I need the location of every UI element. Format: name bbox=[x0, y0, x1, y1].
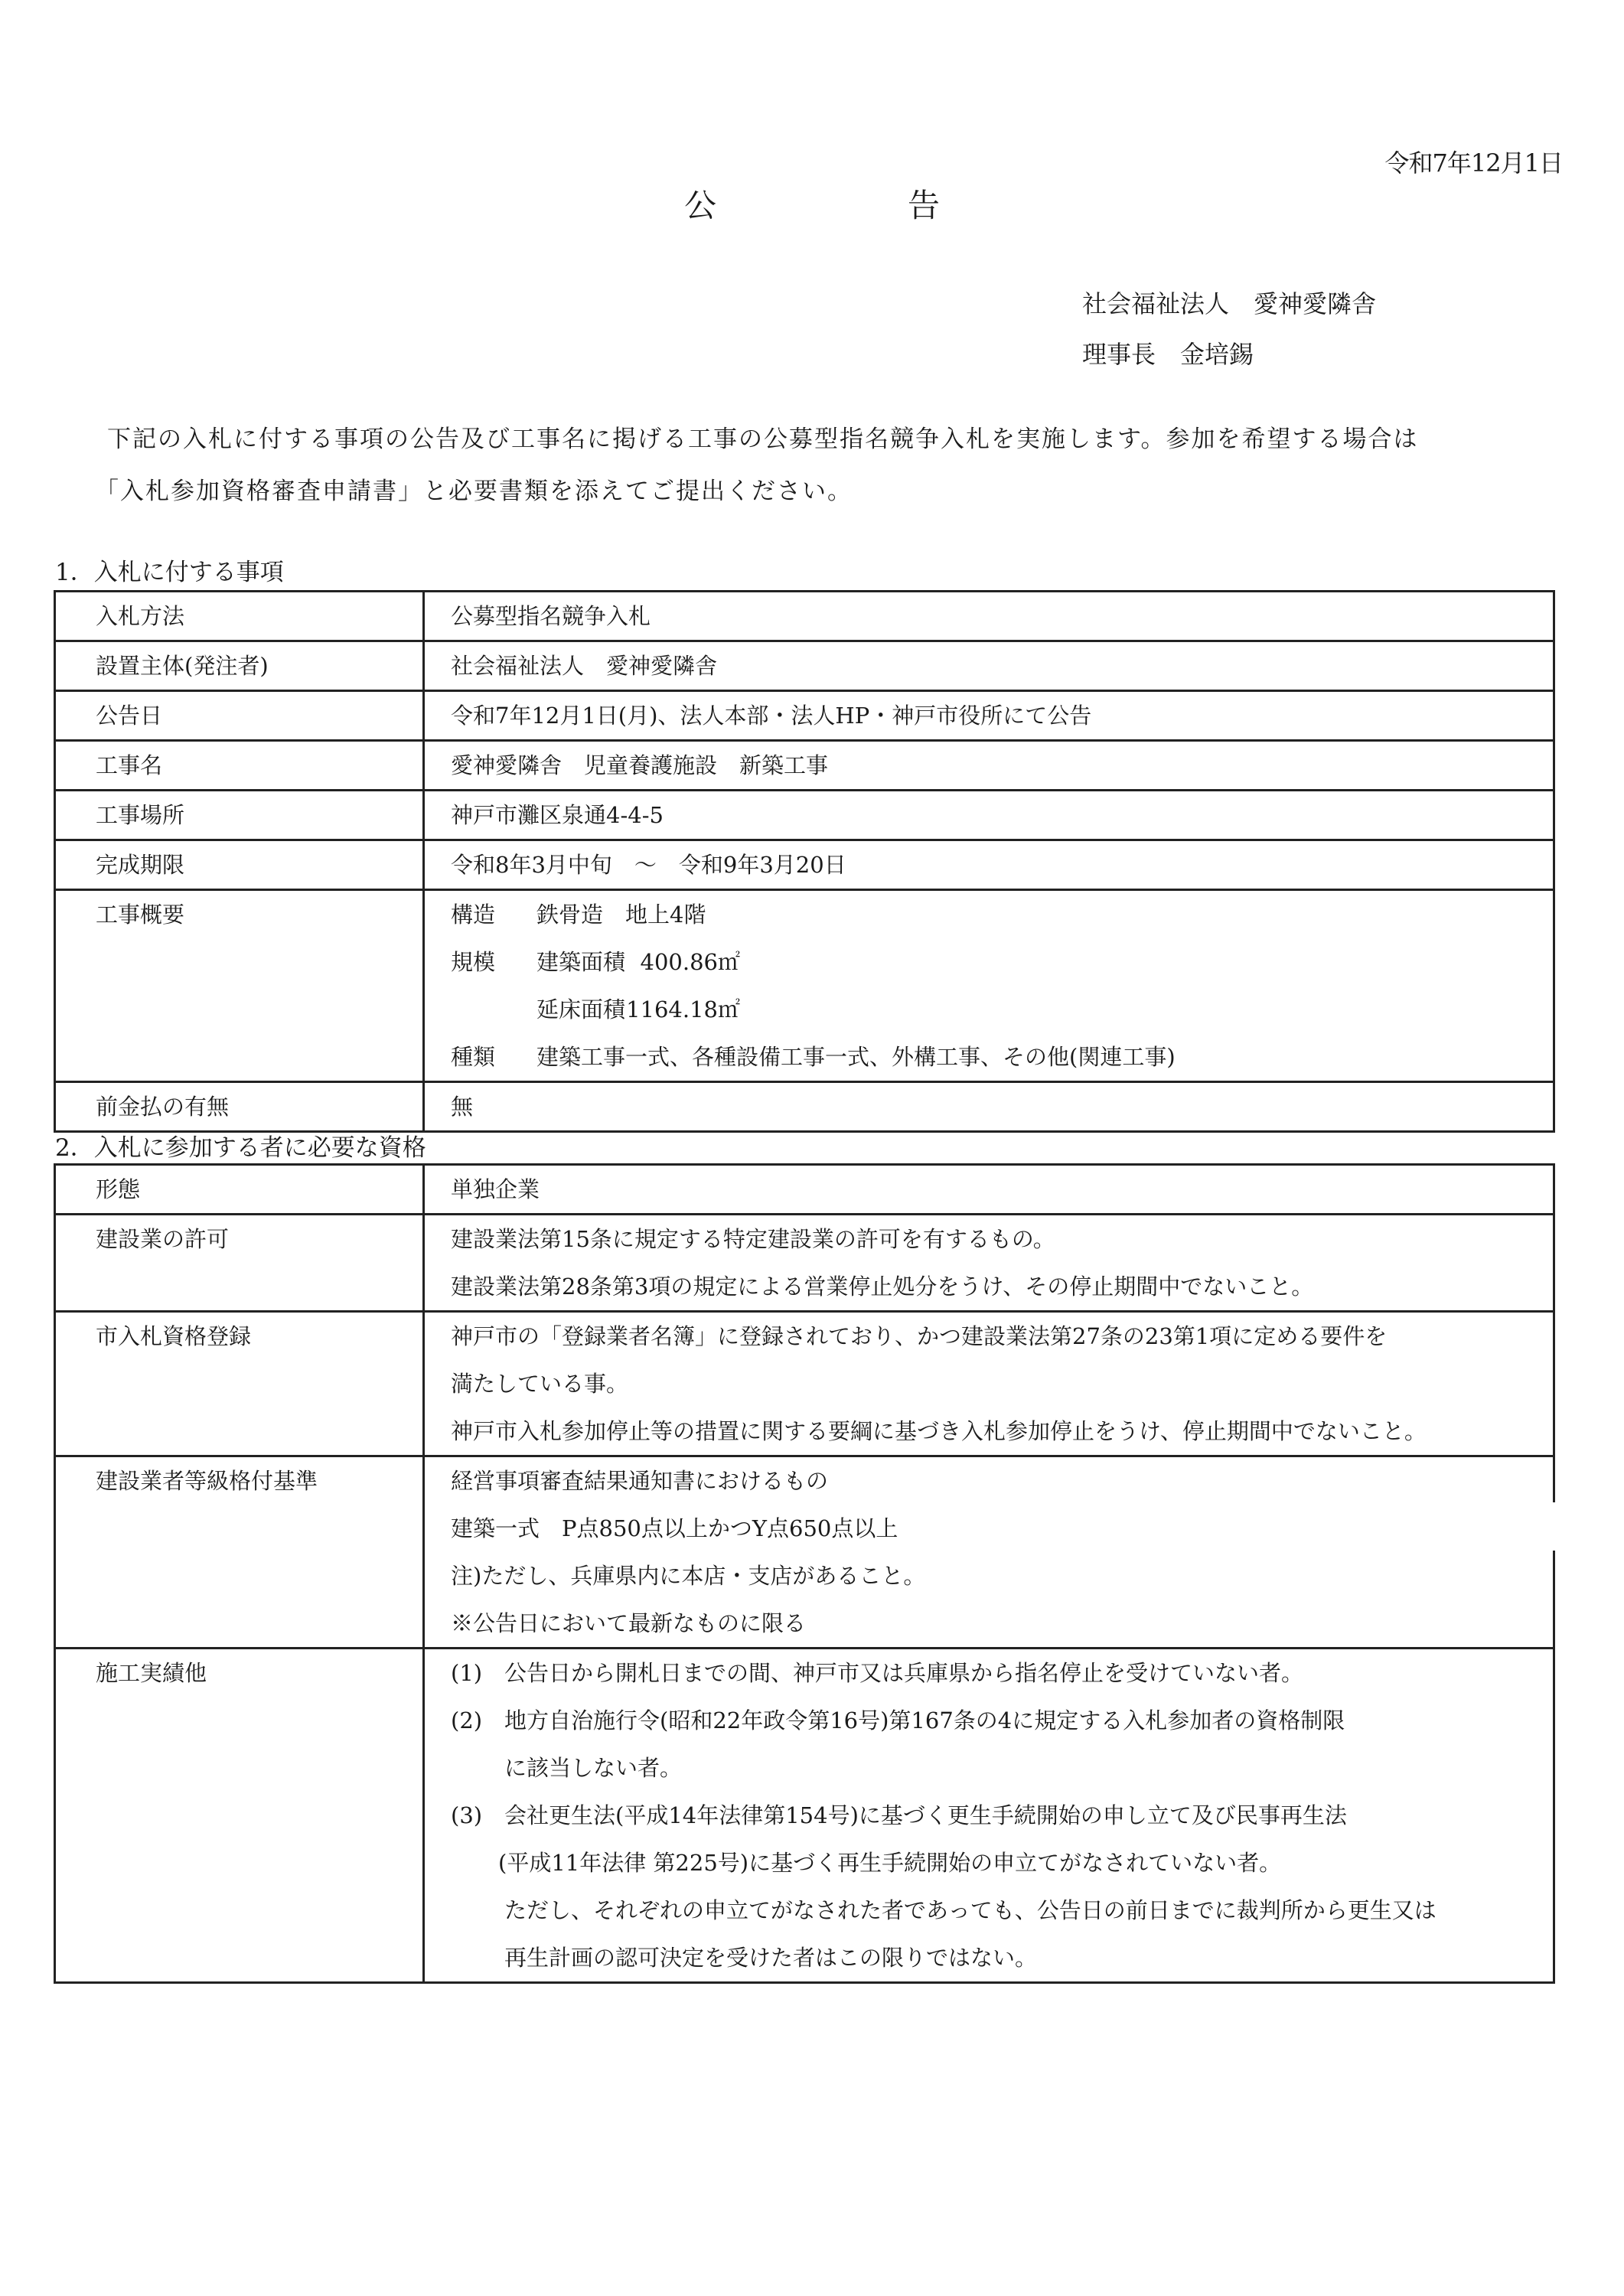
floor-area-line bbox=[451, 986, 1553, 1033]
record-item-1: (1) 公告日から開札日までの間、神戸市又は兵庫県から指名停止を受けていない者。 bbox=[451, 1660, 1304, 1686]
row-label: 前金払の有無 bbox=[55, 1082, 424, 1132]
scale-label: 規模 bbox=[451, 949, 496, 975]
row-label: 入札方法 bbox=[55, 592, 424, 641]
row-value: 社会福祉法人 愛神愛隣舎 bbox=[424, 641, 1554, 691]
row-value: 経営事項審査結果通知書におけるもの 建築一式 P点850点以上かつY点650点以上 注)ただし、兵庫県内に本店・支店があること。 ※公告日において最新なものに限る bbox=[424, 1456, 1554, 1649]
row-value: 無 bbox=[424, 1082, 1554, 1132]
intro-line-1: 下記の入札に付する事項の公告及び工事名に掲げる工事の公募型指名競争入札を実施します。参加を希望する場合は bbox=[107, 426, 1419, 453]
record-item-3: (3) 会社更生法(平成14年法律第154号)に基づく更生手続開始の申し立て及び民事再生法 bbox=[451, 1802, 1347, 1828]
overview-value bbox=[424, 890, 1554, 1082]
structure-label: 構造 bbox=[451, 902, 496, 928]
floor-area-label: 延床面積 bbox=[536, 996, 626, 1022]
row-label: 設置主体(発注者) bbox=[55, 641, 424, 691]
title-char-1: 公 bbox=[683, 187, 716, 224]
bid-items-table bbox=[54, 590, 1555, 1133]
table-row bbox=[55, 1456, 1554, 1649]
table-row-overview bbox=[55, 890, 1554, 1082]
row-value: (1) 公告日から開札日までの間、神戸市又は兵庫県から指名停止を受けていない者。 (2) 地方自治施行令(昭和22年政令第16号)第167条の4に規定する入札参加者の資格制限 に該当しない者。 (3) 会社更生法(平成14年法律第154号)に基づく更生手続開始の申し立て及び民事再生法 (平成11年法律 第225号)に基づく再生手続開始の申立てがなされていない者。 ただし、それぞれの申立てがなされた者であっても、公告日の前日までに裁判所から更生又は 再生計画の認可決定を受けた者はこの限りではない。 bbox=[424, 1649, 1554, 1983]
row-value: 神戸市灘区泉通4-4-5 bbox=[424, 791, 1554, 840]
building-area-line bbox=[451, 938, 1553, 986]
type-value: 建築工事一式、各種設備工事一式、外構工事、その他(関連工事) bbox=[536, 1044, 1176, 1070]
building-area-value: 400.86㎡ bbox=[640, 949, 741, 975]
notice-date: 令和7年12月1日 bbox=[1384, 148, 1563, 178]
table-row bbox=[55, 1312, 1554, 1456]
row-label: 工事名 bbox=[55, 741, 424, 791]
row-label: 完成期限 bbox=[55, 840, 424, 890]
table-row bbox=[55, 1215, 1554, 1312]
issuer-organization: 社会福祉法人 愛神愛隣舎 bbox=[1082, 289, 1377, 318]
table-row bbox=[55, 1165, 1554, 1215]
table-row bbox=[55, 641, 1554, 691]
qualifications-table bbox=[54, 1163, 1555, 1984]
title-char-2: 告 bbox=[908, 187, 941, 224]
section-2-heading: 2．入札に参加する者に必要な資格 bbox=[55, 1134, 426, 1162]
page-title bbox=[0, 181, 1624, 227]
row-label: 形態 bbox=[55, 1165, 424, 1215]
row-label: 公告日 bbox=[55, 691, 424, 741]
row-label: 建設業の許可 bbox=[55, 1215, 424, 1312]
scan-border-gap bbox=[1551, 1502, 1560, 1551]
structure-value: 鉄骨造 地上4階 bbox=[536, 902, 706, 928]
structure-line bbox=[451, 891, 1553, 938]
row-value: 公募型指名競争入札 bbox=[424, 592, 1554, 641]
row-label: 施工実績他 bbox=[55, 1649, 424, 1983]
type-line bbox=[451, 1033, 1553, 1081]
intro-line-2: 「入札参加資格審査申請書」と必要書類を添えてご提出ください。 bbox=[95, 478, 853, 505]
type-label: 種類 bbox=[451, 1044, 496, 1070]
table-row bbox=[55, 592, 1554, 641]
row-value: 建設業法第15条に規定する特定建設業の許可を有するもの。 建設業法第28条第3項の規定による営業停止処分をうけ、その停止期間中でないこと。 bbox=[424, 1215, 1554, 1312]
record-item-2: (2) 地方自治施行令(昭和22年政令第16号)第167条の4に規定する入札参加者の資格制限 bbox=[451, 1707, 1345, 1733]
floor-area-value: 1164.18㎡ bbox=[626, 996, 741, 1022]
table-row bbox=[55, 840, 1554, 890]
row-value: 令和7年12月1日(月)、法人本部・法人HP・神戸市役所にて公告 bbox=[424, 691, 1554, 741]
row-value: 愛神愛隣舎 児童養護施設 新築工事 bbox=[424, 741, 1554, 791]
row-label: 市入札資格登録 bbox=[55, 1312, 424, 1456]
table-row bbox=[55, 691, 1554, 741]
row-label: 工事場所 bbox=[55, 791, 424, 840]
row-value: 令和8年3月中旬 ～ 令和9年3月20日 bbox=[424, 840, 1554, 890]
table-row bbox=[55, 1082, 1554, 1132]
row-value: 単独企業 bbox=[424, 1165, 1554, 1215]
issuer-representative: 理事長 金培錫 bbox=[1082, 340, 1254, 369]
section-1-heading: 1．入札に付する事項 bbox=[55, 559, 284, 586]
table-row bbox=[55, 1649, 1554, 1983]
table-row bbox=[55, 741, 1554, 791]
building-area-label: 建築面積 bbox=[536, 949, 626, 975]
row-value: 神戸市の「登録業者名簿」に登録されており、かつ建設業法第27条の23第1項に定める要件を 満たしている事。 神戸市入札参加停止等の措置に関する要綱に基づき入札参加停止をうけ、停止期間中でないこと。 bbox=[424, 1312, 1554, 1456]
row-label: 工事概要 bbox=[55, 890, 424, 1082]
row-label: 建設業者等級格付基準 bbox=[55, 1456, 424, 1649]
table-row bbox=[55, 791, 1554, 840]
